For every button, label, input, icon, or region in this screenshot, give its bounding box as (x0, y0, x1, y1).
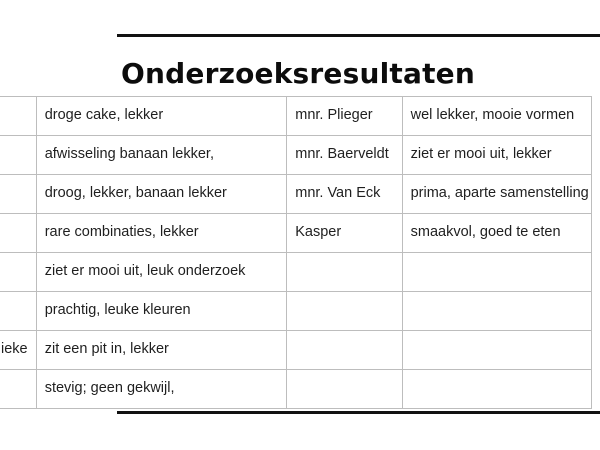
teacher-cell (287, 292, 402, 331)
teacher-cell: mnr. Van Eck (287, 175, 402, 214)
table-row (0, 175, 592, 214)
teacher-comment-cell: wel lekker, mooie vormen (402, 97, 591, 136)
comment-cell: droge cake, lekker (36, 97, 287, 136)
comment-cell: droog, lekker, banaan lekker (36, 175, 287, 214)
name-cell (0, 370, 36, 409)
name-cell (0, 292, 36, 331)
table-row (0, 253, 592, 292)
teacher-comment-cell: ziet er mooi uit, lekker (402, 136, 591, 175)
comment-cell: ziet er mooi uit, leuk onderzoek (36, 253, 287, 292)
teacher-cell (287, 370, 402, 409)
teacher-comment-cell: smaakvol, goed te eten (402, 214, 591, 253)
name-cell (0, 253, 36, 292)
name-cell (0, 175, 36, 214)
name-cell (0, 214, 36, 253)
teacher-cell: mnr. Baerveldt (287, 136, 402, 175)
name-cell (0, 97, 36, 136)
teacher-cell: mnr. Plieger (287, 97, 402, 136)
table-row (0, 214, 592, 253)
page-title: Onderzoeksresultaten (121, 57, 475, 90)
teacher-cell: Kasper (287, 214, 402, 253)
table-row (0, 331, 592, 370)
teacher-comment-cell (402, 292, 591, 331)
comment-cell: stevig; geen gekwijl, (36, 370, 287, 409)
comment-cell: zit een pit in, lekker (36, 331, 287, 370)
comment-cell: prachtig, leuke kleuren (36, 292, 287, 331)
table-row (0, 292, 592, 331)
results-table (0, 96, 592, 409)
teacher-cell (287, 331, 402, 370)
name-cell (0, 136, 36, 175)
teacher-comment-cell (402, 370, 591, 409)
teacher-cell (287, 253, 402, 292)
teacher-comment-cell (402, 331, 591, 370)
comment-cell: afwisseling banaan lekker, (36, 136, 287, 175)
top-rule (117, 34, 600, 37)
table-row (0, 370, 592, 409)
name-cell: ieke (0, 331, 36, 370)
table-row (0, 97, 592, 136)
bottom-rule (117, 411, 600, 414)
teacher-comment-cell: prima, aparte samenstelling (402, 175, 591, 214)
teacher-comment-cell (402, 253, 591, 292)
table-row (0, 136, 592, 175)
comment-cell: rare combinaties, lekker (36, 214, 287, 253)
